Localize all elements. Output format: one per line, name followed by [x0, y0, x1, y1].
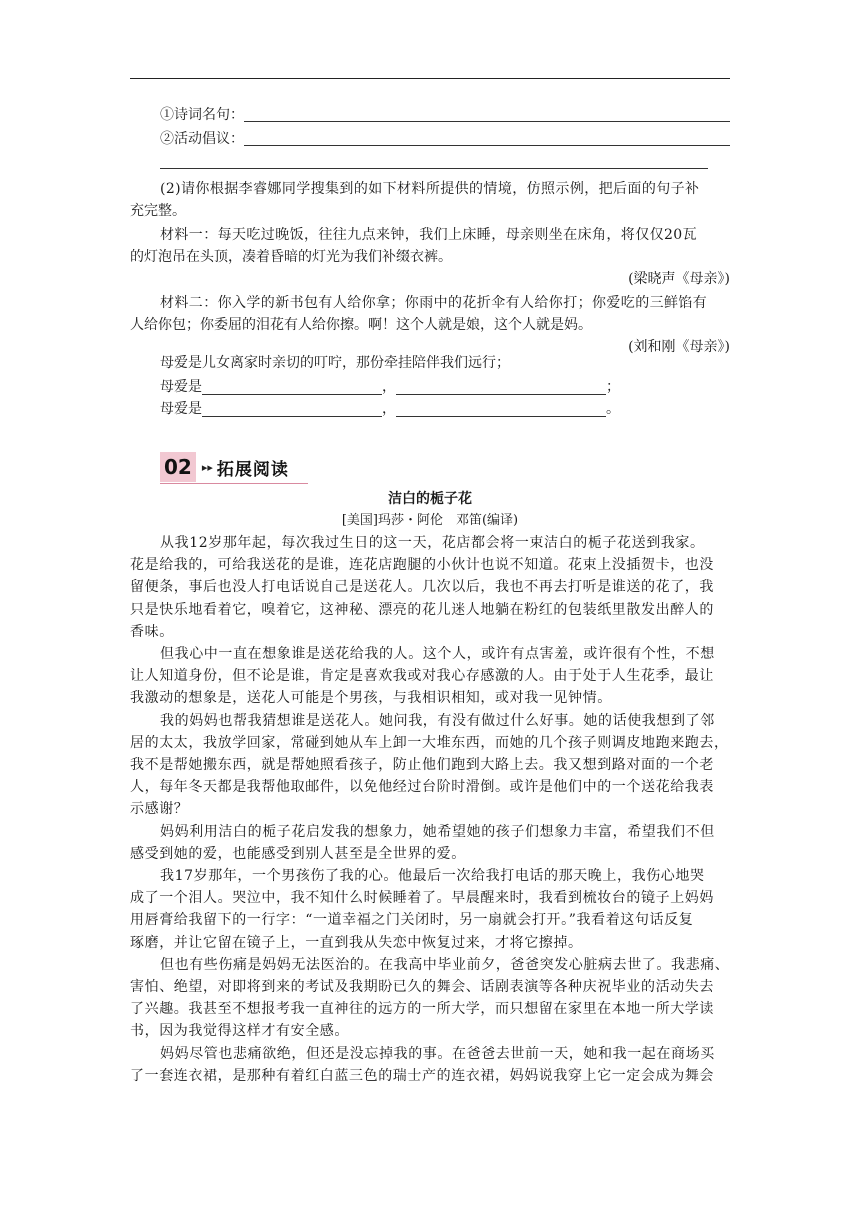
fill-comma-2: ， [382, 401, 396, 417]
article-line: 花是给我的，可给我送花的是谁，连花店跑腿的小伙计也说不知道。花束上没插贺卡，也没 [130, 557, 714, 574]
article-line: 香味。 [130, 623, 174, 640]
fill-blank-2a[interactable] [202, 400, 382, 417]
article-line: 感受到她的爱，也能感受到别人甚至是全世界的爱。 [130, 845, 466, 862]
article-line: 从我12岁那年起，每次我过生日的这一天，花店都会将一束洁白的栀子花送到我家。 [160, 535, 705, 551]
article-line: 用唇膏给我留下的一行字：“一道幸福之门关闭时，另一扇就会打开。”我看着这句话反复 [130, 912, 694, 929]
section-underline [160, 483, 308, 484]
fill-prefix-2: 母爱是 [160, 401, 202, 417]
fill-sentence-1 [130, 376, 730, 398]
article-line: 人，每年冬天都是我帮他取邮件，以免他经过台阶时滑倒。或许是他们中的一个送花给我表 [130, 779, 714, 796]
article-author: [美国]玛莎・阿伦 邓笛(编译) [341, 513, 519, 528]
fill-blank-1b[interactable] [396, 378, 606, 395]
article-line: 留便条，事后也没人打电话说自己是送花人。几次以后，我也不再去打听是谁送的花了，我 [130, 579, 714, 596]
action-answer-row [130, 128, 730, 150]
article-line: 我不是帮她搬东西，就是帮她照看孩子，防止他们跑到大路上去。我又想到路对面的一个老 [130, 757, 714, 773]
header-rule [130, 78, 730, 79]
article-line: 我的妈妈也帮我猜想谁是送花人。她问我，有没有做过什么好事。她的话使我想到了邻 [160, 712, 715, 729]
material-2-source: (刘和刚《母亲》) [628, 339, 730, 355]
material-2-line-1: 材料二：你入学的新书包有人给你拿；你雨中的花折伞有人给你打；你爱吃的三鲜馅有 [160, 295, 708, 311]
fill-blank-2b[interactable] [396, 400, 606, 417]
q2-prompt-line-2: 充完整。 [130, 203, 186, 219]
section-title: 拓展阅读 [216, 459, 289, 480]
fill-period: 。 [606, 401, 620, 417]
section-header [160, 450, 289, 484]
material-2-line-2: 人给你包；你委屈的泪花有人给你擦。啊！这个人就是娘，这个人就是妈。 [130, 317, 592, 333]
section-number: 02 [160, 452, 196, 482]
material-1-line-2: 的灯泡吊在头顶，凑着昏暗的灯光为我们补缀衣裤。 [130, 249, 452, 265]
fill-sentence-2 [130, 398, 730, 420]
article-line: 居的太太，我放学回家，常碰到她从车上卸一大堆东西，而她的几个孩子则调皮地跑来跑去， [130, 734, 729, 751]
article-title: 洁白的栀子花 [388, 491, 472, 507]
article-line: 示感谢？ [130, 801, 189, 818]
fill-prefix-1: 母爱是 [160, 379, 202, 395]
article-line: 我激动的想象是，送花人可能是个男孩，与我相识相知，或对我一见钟情。 [130, 690, 612, 707]
material-1-source: (梁晓声《母亲》) [628, 271, 730, 287]
poem-label: ①诗词名句： [160, 107, 244, 123]
article-line: 害怕、绝望，对即将到来的考试及我期盼已久的舞会、话剧表演等各种庆祝毕业的活动失去 [130, 979, 714, 995]
action-answer-row-2 [130, 152, 730, 173]
fill-comma-1: ， [382, 379, 396, 395]
q2-prompt-line-1: (2)请你根据李睿娜同学搜集到的如下材料所提供的情境，仿照示例，把后面的句子补 [160, 181, 700, 197]
double-arrow-icon: ▸▸ [201, 460, 213, 474]
fill-blank-1a[interactable] [202, 378, 382, 395]
article-line: 成了一个泪人。哭泣中，我不知什么时候睡着了。早晨醒来时，我看到梳妆台的镜子上妈妈 [130, 890, 714, 907]
example-sentence: 母爱是儿女离家时亲切的叮咛，那份牵挂陪伴我们远行； [160, 355, 510, 371]
article-line: 但也有些伤痛是妈妈无法医治的。在我高中毕业前夕，爸爸突发心脏病去世了。我悲痛、 [160, 956, 730, 973]
article-line: 我17岁那年，一个男孩伤了我的心。他最后一次给我打电话的那天晚上，我伤心地哭 [160, 868, 705, 884]
action-answer-blank-2[interactable] [160, 152, 708, 169]
poem-answer-blank[interactable] [244, 105, 730, 122]
article-line: 妈妈尽管也悲痛欲绝，但还是没忘掉我的事。在爸爸去世前一天，她和我一起在商场买 [160, 1045, 715, 1062]
material-1-line-1: 材料一：每天吃过晚饭，往往九点来钟，我们上床睡，母亲则坐在床角，将仅仅20瓦 [160, 227, 698, 243]
article-line: 了一套连衣裙，是那种有着红白蓝三色的瑞士产的连衣裙，妈妈说我穿上它一定会成为舞会 [130, 1067, 714, 1084]
action-label: ②活动倡议： [160, 131, 244, 147]
article-line: 只是快乐地看着它，嗅着它，这神秘、漂亮的花儿迷人地躺在粉红的包装纸里散发出醉人的 [130, 601, 714, 618]
poem-answer-row [130, 104, 730, 126]
article-line: 妈妈利用洁白的栀子花启发我的想象力，她希望她的孩子们想象力丰富，希望我们不但 [160, 823, 715, 840]
article-line: 了兴趣。我甚至不想报考我一直神往的远方的一所大学，而只想留在家里在本地一所大学读 [130, 1001, 714, 1018]
article-line: 书，因为我觉得这样才有安全感。 [130, 1023, 349, 1040]
fill-semicolon: ； [606, 379, 620, 395]
article-line: 但我心中一直在想象谁是送花给我的人。这个人，或许有点害羞，或许很有个性，不想 [160, 646, 715, 662]
action-answer-blank[interactable] [244, 129, 730, 146]
article-line: 让人知道身份，但不论是谁，肯定是喜欢我或对我心存感激的人。由于处于人生花季，最让 [130, 668, 714, 685]
article-line: 琢磨，并让它留在镜子上，一直到我从失恋中恢复过来，才将它擦掉。 [130, 934, 583, 951]
